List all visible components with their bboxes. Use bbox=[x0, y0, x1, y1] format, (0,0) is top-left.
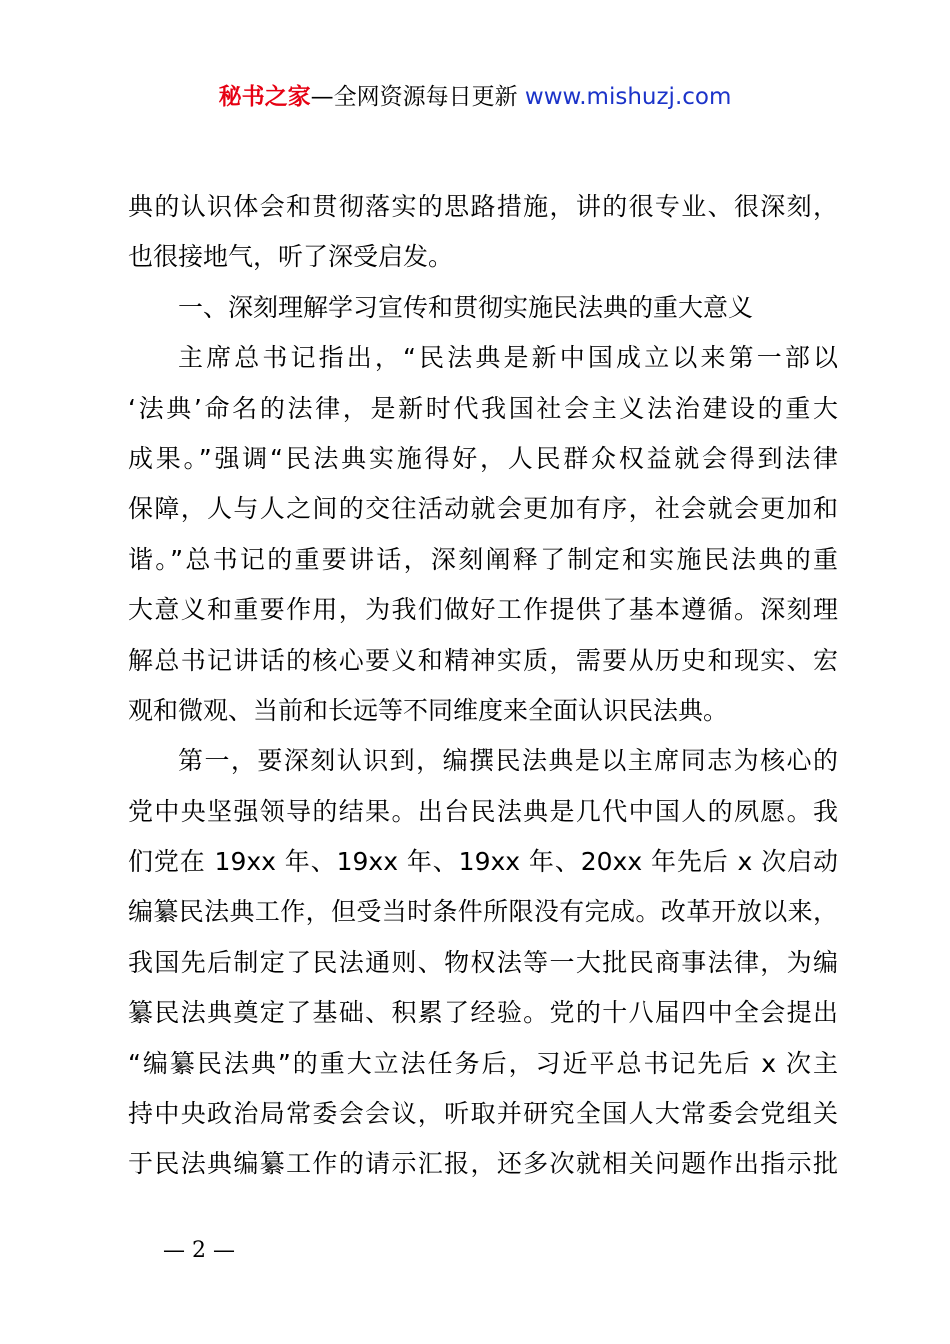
site-url-link[interactable]: www.mishuzj.com bbox=[524, 84, 732, 110]
document-body bbox=[128, 182, 838, 1190]
body-line: 谐。”总书记的重要讲话，深刻阐释了制定和实施民法典的重 bbox=[128, 544, 838, 574]
body-line: 大意义和重要作用，为我们做好工作提供了基本遵循。深刻理 bbox=[128, 595, 838, 625]
body-line: 保障，人与人之间的交往活动就会更加有序，社会就会更加和 bbox=[128, 494, 838, 524]
section-heading: 一、深刻理解学习宣传和贯彻实施民法典的重大意义 bbox=[178, 292, 754, 322]
body-line: 编纂民法典工作，但受当时条件所限没有完成。改革开放以来， bbox=[128, 897, 838, 927]
body-line: 典的认识体会和贯彻落实的思路措施，讲的很专业、很深刻， bbox=[128, 192, 838, 221]
body-line: 成果。”强调“民法典实施得好，人民群众权益就会得到法律 bbox=[128, 443, 838, 473]
body-line: 观和微观、当前和长远等不同维度来全面认识民法典。 bbox=[128, 695, 729, 725]
body-line: 们党在 19xx 年、19xx 年、19xx 年、20xx 年先后 x 次启动 bbox=[128, 847, 838, 877]
body-line: 我国先后制定了民法通则、物权法等一大批民商事法律，为编 bbox=[128, 947, 838, 977]
body-line: 第一，要深刻认识到，编撰民法典是以主席同志为核心的 bbox=[178, 746, 838, 776]
brand-name: 秘书之家 bbox=[218, 84, 311, 110]
body-line: 解总书记讲话的核心要义和精神实质，需要从历史和现实、宏 bbox=[128, 645, 838, 675]
body-line: 于民法典编纂工作的请示汇报，还多次就相关问题作出指示批 bbox=[128, 1149, 838, 1179]
body-line: 纂民法典奠定了基础、积累了经验。党的十八届四中全会提出 bbox=[128, 998, 838, 1028]
body-line: 主席总书记指出，“民法典是新中国成立以来第一部以 bbox=[178, 343, 838, 373]
header-tagline: —全网资源每日更新 bbox=[310, 84, 518, 110]
body-line: 党中央坚强领导的结果。出台民法典是几代中国人的夙愿。我 bbox=[128, 796, 838, 826]
body-line: “编纂民法典”的重大立法任务后，习近平总书记先后 x 次主 bbox=[128, 1048, 838, 1078]
body-line: 持中央政治局常委会会议，听取并研究全国人大常委会党组关 bbox=[128, 1099, 838, 1129]
body-line: 也很接地气，听了深受启发。 bbox=[128, 242, 454, 272]
page-header bbox=[0, 82, 950, 112]
page-number: — 2 — bbox=[163, 1238, 235, 1263]
body-line: ‘法典’命名的法律，是新时代我国社会主义法治建设的重大 bbox=[128, 393, 838, 423]
